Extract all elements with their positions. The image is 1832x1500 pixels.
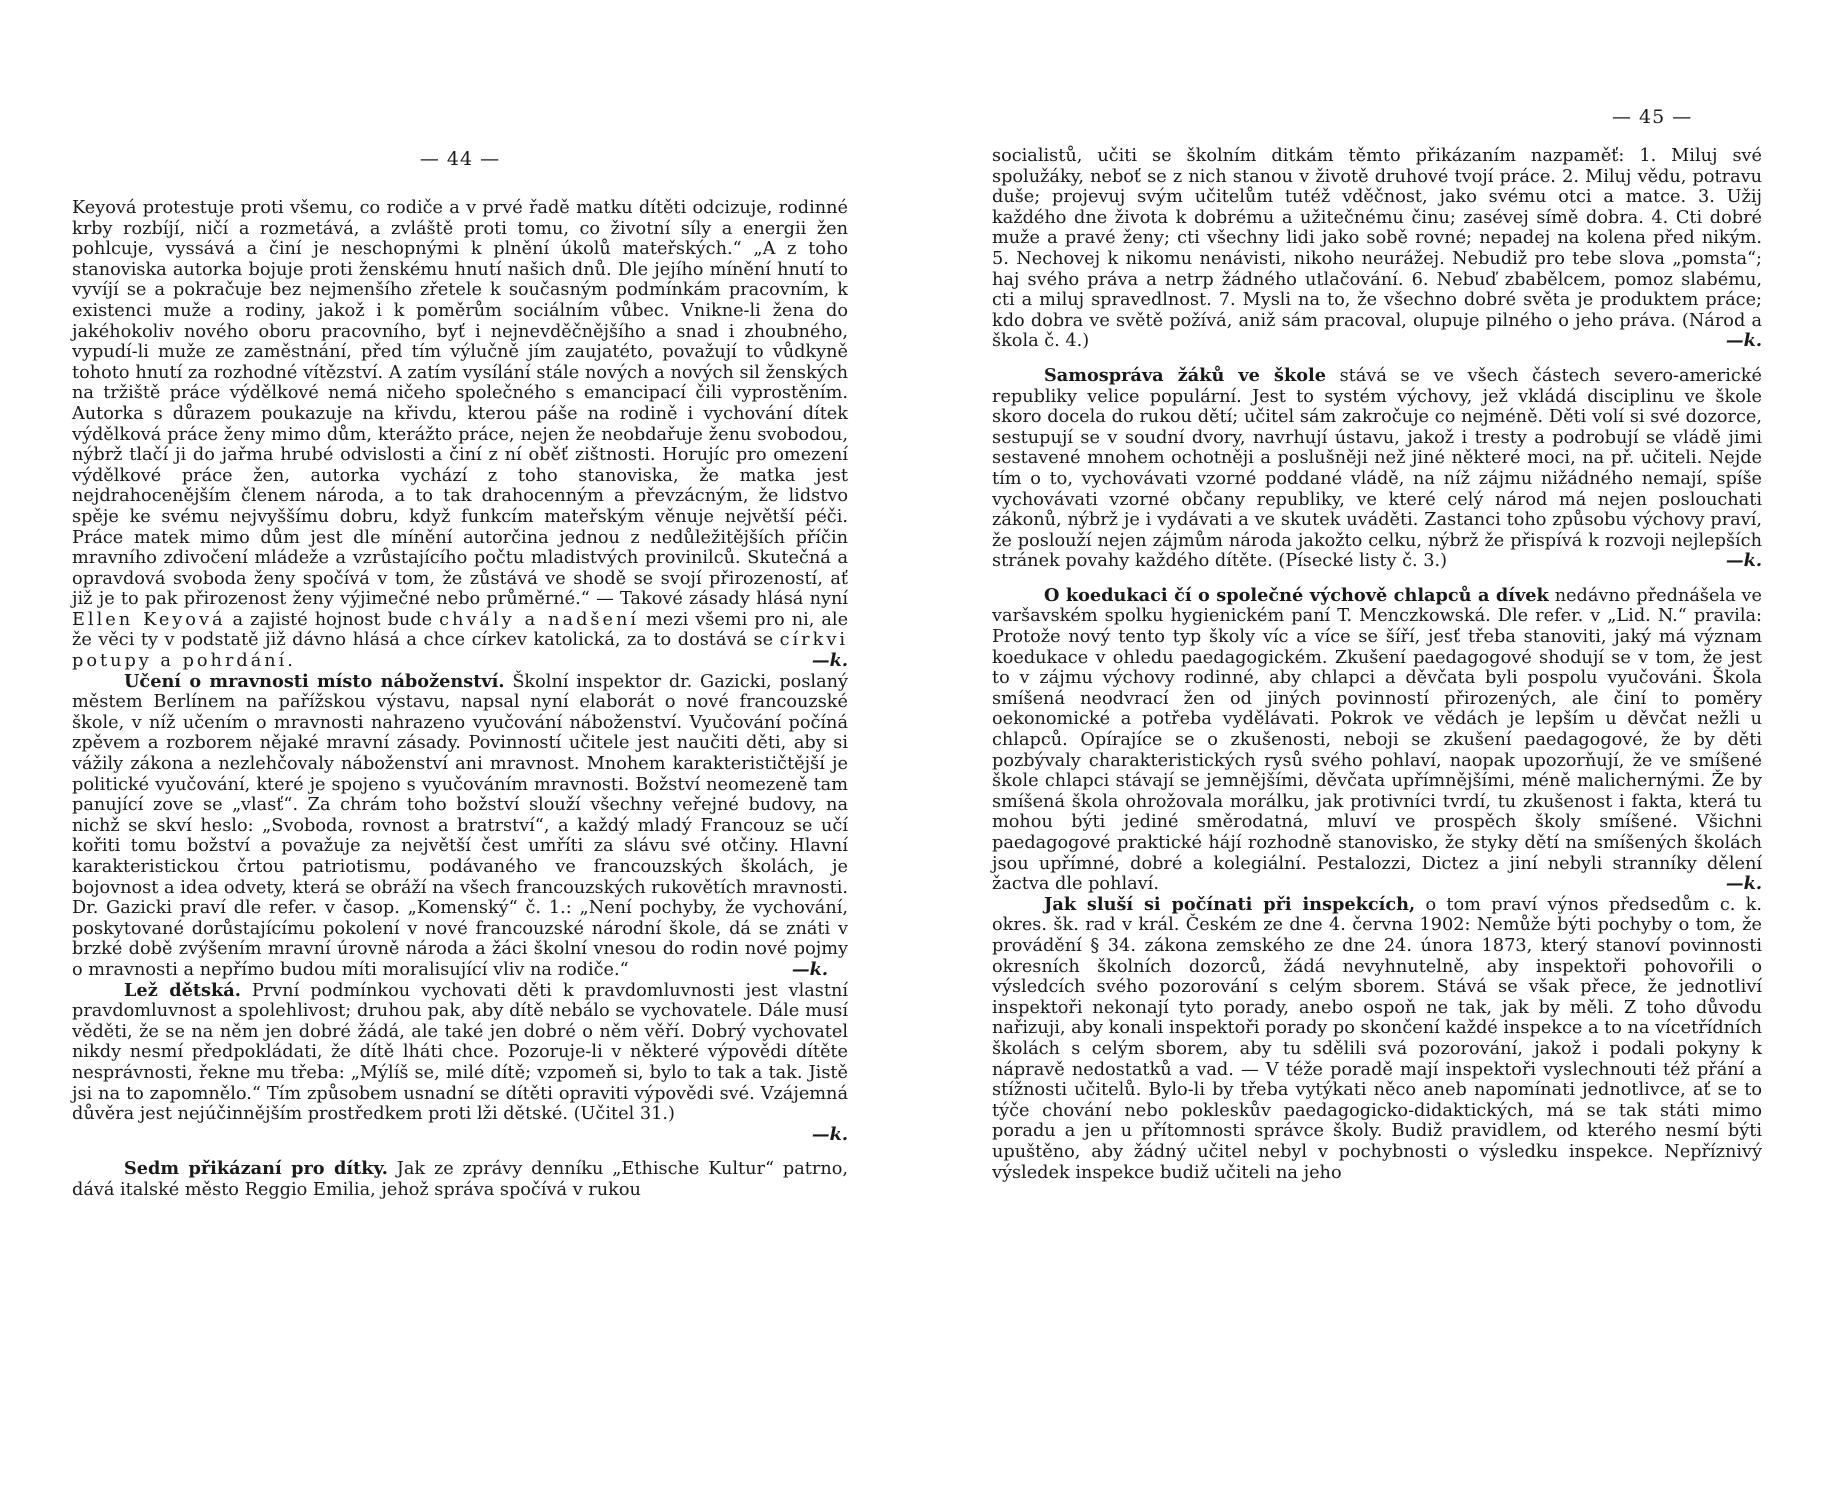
section-heading: Sedm přikázaní pro dítky. [124, 1158, 388, 1180]
paragraph [72, 672, 848, 981]
right-page [992, 106, 1762, 1183]
section-heading: Učení o mravnosti místo náboženství. [124, 670, 505, 692]
paragraph [72, 198, 848, 672]
paragraph [992, 366, 1762, 572]
section-heading: O koedukaci čí o společné výchově chlapců a dívek [1044, 584, 1549, 606]
section-heading: Lež dětská. [124, 979, 241, 1001]
author-name: Ellen Keyová [72, 609, 226, 630]
paragraph [992, 146, 1762, 352]
left-page [72, 148, 848, 1201]
paragraph-text: Školní inspektor dr. Gazicki, poslaný městem Berlínem na pařížskou výstavu, napsal nyní elaborát o nové francouzské škole, v níž učením o mravnosti nahrazeno vyučování náboženství. Vyučování počíná zpěvem a rozborem nějaké mravní zásady. Povinností učitele jest naučiti děti, aby si vážily zákona a nezlehčovaly náboženství ani mravnost. Mnohem karakterističtější je politické vyučování, které je spojeno s vyučováním mravnosti. Božství neomezeně tam panující zove se „vlasť“. Za chrám toho božství slouží všechny veřejné budovy, na nichž se skví heslo: „Svoboda, rovnost a bratrství“, a každý mladý Francouz se učí kořiti tomu božství a považuje za největší čest umříti za slávu své otčiny. Hlavní karakteristickou črtou patriotismu, podávaného ve francouzských školách, je bojovnost a idea odvety, která se obráží na všech francouzských rukovětích mravnosti. Dr. Gazicki praví dle refer. v časop. „Komenský“ č. 1.: „Není pochyby, že vychování, poskytované dorůstajícímu pokolení v nové francouzské národní škole, dá se znáti v brzké době zvýšením mravní úrovně národa a žáci školní vnesou do rodin nové pojmy o mravnosti a nepřímo budou míti moralisující vliv na rodiče.“ [72, 671, 848, 980]
signature: —k. [1725, 550, 1762, 572]
page-text [992, 146, 1762, 1183]
paragraph [72, 981, 848, 1125]
page-number: — 44 — [419, 148, 501, 170]
emphasis-text: církvi potupy a pohrdání. [72, 630, 848, 672]
paragraph-text: stává se ve všech částech severo-americké republiky velice populární. Jest to systém výchovy, jež vkládá disciplinu ve škole skoro docela do rukou dětí; učitel sám zakročuje co nejméně. Děti volí si své dozorce, sestupují se v soudní dvory, navrhují ústavu, jakož i tresty a podrobují se vládě jimi sestavené mnohem ochotněji a poslušněji než jiné některé moci, na př. učiteli. Nejde tím o to, vychovávati vzorné poddané vládě, na níž zájmu nižádného nemají, spíše vychovávati vzorné občany republiky, ve které celý národ má nejen poslouchati zákonů, nýbrž je i vydávati a ve skutek uváděti. Zastanci toho způsobu výchovy praví, že poslouží nejen zájmům národa jakožto celku, nýbrž že přispívá k rozvoji nejlepších stránek povahy každého dítěte. (Písecké listy č. 3.) [992, 365, 1763, 572]
signature: —k. [1725, 330, 1762, 352]
paragraph-text: socialistů, učiti se školním ditkám těmto přikázaním nazpaměť: 1. Miluj své spolužáky, neboť se z nich stanou v životě druhové tvojí práce. 2. Miluj vědu, potravu duše; projevuj svým učitelům tutéž vděčnost, jako svému otci a matce. 3. Užij každého dne života k dobrému a užitečnému činu; zasévej símě dobra. 4. Cti dobré muže a pravé ženy; cti všechny lidi jako sobě rovné; nepadej na kolena před nikým. 5. Nechovej k nikomu nenávisti, nikoho neurážej. Nebudiž pro tebe slova „pomsta“; haj svého práva a netrp žádného utlačování. 6. Nebuď zbabělcem, pomoz slabému, cti a miluj spravedlnost. 7. Mysli na to, že všechno dobré světa je produktem práce; kdo dobra ve světě požívá, aniž sám pracoval, olupuje pilného o jeho práva. (Národ a škola č. 4.) [992, 146, 1762, 352]
paragraph-text: nedávno přednášela ve varšavském spolku hygienickém paní T. Menczkowská. Dle refer. v „Lid. N.“ pravila: Protože nový tento typ školy víc a více se šíří, jesť třeba stanoviti, jaký má význam koedukace v ohledu paedagogickém. Zkušení paedagogové shodují se v tom, že jest to v zájmu výchovy rodinné, aby chlapci a děvčata byli pospolu vyučováni. Škola smíšená neodvrací žen od jiných povinností přirozených, ale činí to poměry oekonomické a potřeba vydělávati. Pokrok ve vědách je lepším u děvčat nežli u chlapců. Opírajíce se o zkušenosti, neboji se zkušení paedagogové, že by děti pozbývaly charakteristických rysů svého pohlaví, naopak upozorňují, že ve smíšené škole chlapci stávají se jemnějšími, děvčata upřímnějšími, méně malichernými. Že by smíšená škola ohrožovala morálku, jak protivníci tvrdí, tu zkušenost i fakta, která tu mohou býti jediné směrodatná, mluví ve prospěch školy smíšené. Všichni paedagogové praktické hájí rozhodně stanovisko, že styky dětí na smíšených školách jsou upřímné, dobré a kolegiální. Pestalozzi, Dictez a jiní nebyli stranníky dělení žactva dle pohlaví. [992, 585, 1763, 895]
section-heading: Jak sluší si počínati při inspekcích, [1044, 893, 1416, 915]
page-text [72, 198, 848, 1201]
emphasis-text: chvály a nadšení [439, 609, 639, 630]
paragraph [992, 586, 1762, 895]
paragraph-text: Keyová protestuje proti všemu, co rodiče a v prvé řadě matku dítěti odcizuje, rodinné krby rozbíjí, ničí a rozmetává, a zvláště proti tomu, co životní síly a energii žen pohlcuje, vyssává a činí je neschopnými k plnění úkolů mateřských.“ „A z toho stanoviska autorka bojuje proti ženskému hnutí našich dnů. Dle jejího mínění hnutí to vyvíjí se a pokračuje bez nejmenšího zřetele k současným podmínkám pracovním, k existenci muže a rodiny, jakož i k poměrům sociálním vůbec. Vnikne-li žena do jakéhokoliv nového oboru pracovního, byť i nejnevděčnějšího a snad i zhoubného, vypudí-li muže ze zaměstnání, před tím výlučně jím zaujatéto, považují to vůdkyně tohoto hnutí za rozhodné vítězství. A zatím vysílání stále nových a nových sil ženských na tržiště práce výdělkové nemá ničeho společného s emancipací čili vyprostěním. Autorka s důrazem poukazuje na křivdu, kterou páše na rodině i vychování dítek výdělková práce ženy mimo dům, kterážto práce, nejen že neobdařuje ženu svobodou, nýbrž tlačí ji do jařma hrubé odvislosti a činí z ní oběť zištnosti. Horujíc pro omezení výdělkové práce žen, autorka vychází z toho stanoviska, že matka jest nejdrahocenějším členem národa, a to tak drahocenným a převzácným, že lidstvo spěje ke svému nejvyššímu dobru, když funkcím mateřským věnuje největší péči. Práce matek mimo dům jest dle mínění autorčina jednou z nedůležitějších příčin mravního zdivočení mládeže a vzrůstajícího počtu mladistvých provinilců. Skutečná a opravdová svoboda ženy spočívá v tom, že zůstává ve shodě se svojí přirozeností, ať již je to pak přirozenost ženy výjimečné nebo průměrné.“ — Takové zásady hlásá nyní [72, 198, 848, 610]
signature-line [72, 1125, 848, 1146]
signature: —k. [811, 1123, 848, 1145]
paragraph-text: První podmínkou vychovati děti k pravdomluvnosti jest vlastní pravdomluvnost a spolehlivost; druhou pak, aby dítě nebálo se vychovatele. Dále musí věděti, že se na něm jen dobré žádá, ale také jen dobré o něm věří. Dobrý vychovatel nikdy nesmí předpokládati, že dítě lháti chce. Pozoruje-li v některé výpovědi dítěte nesprávnosti, řekne mu třeba: „Mýlíš se, milé dítě; vzpomeň si, bylo to tak a tak. Jistě jsi na to zapomnělo.“ Tím způsobem usnadní se dítěti opraviti výpovědi své. Vzájemná důvěra jest nejúčinnějším prostředkem proti lži dětské. (Učitel 31.) [72, 980, 849, 1125]
paragraph-text: mezi všemi pro ni, ale že věci ty v podstatě již dávno hlásá a chce církev katolická, za to dostává se [72, 609, 849, 651]
signature: —k. [1725, 873, 1762, 895]
signature: —k. [791, 958, 828, 980]
paragraph-text: a zajisté hojnost bude [232, 609, 433, 630]
paragraph [992, 895, 1762, 1183]
section-heading: Samospráva žáků ve škole [1044, 364, 1327, 386]
signature: —k. [811, 650, 848, 672]
page-number: — 45 — [1612, 106, 1693, 128]
paragraph [72, 1159, 848, 1200]
paragraph-text: o tom praví výnos předsedům c. k. okres. šk. rad v král. Českém ze dne 4. června 1902: Nemůže býti pochyby o tom, že provádění § 34. zákona zemského ze dne 24. února 1873, který stanoví povinnosti okresních školních dozorců, žádá nevyhnutelně, aby inspektoři pohovořili o výsledcích svého pozorování s celým sborem. Stává se však přece, že jednotliví inspektoři nekonají tyto porady, anebo ospoň ne tak, jak by měli. Z toho důvodu nařizuji, aby konali inspektoři porady po skončení každé inspekce a to na vícetřídních školách s celým sborem, aby tu sdělili svá pozorování, jakož i podali pokyny k nápravě nedostatků a vad. — V téže poradě mají inspektoři vyslechnouti též přání a stížnosti učitelů. Bylo-li by třeba vytýkati něco aneb napomínati jednotlivce, ať se to týče chování nebo pokleskův paedagogicko-didaktických, má se tak státi mimo poradu a jen u přítomnosti správce školy. Budiž pravidlem, od kterého nesmí býti upuštěno, aby žádný učitel nebyl v pochybnosti o výsledku inspekce. Nepříznivý výsledek inspekce budiž učiteli na jeho [992, 894, 1763, 1183]
paragraph-text: Jak ze zprávy denníku „Ethische Kultur“ patrno, dává italské město Reggio Emilia, jehož správa spočívá v rukou [72, 1159, 849, 1200]
